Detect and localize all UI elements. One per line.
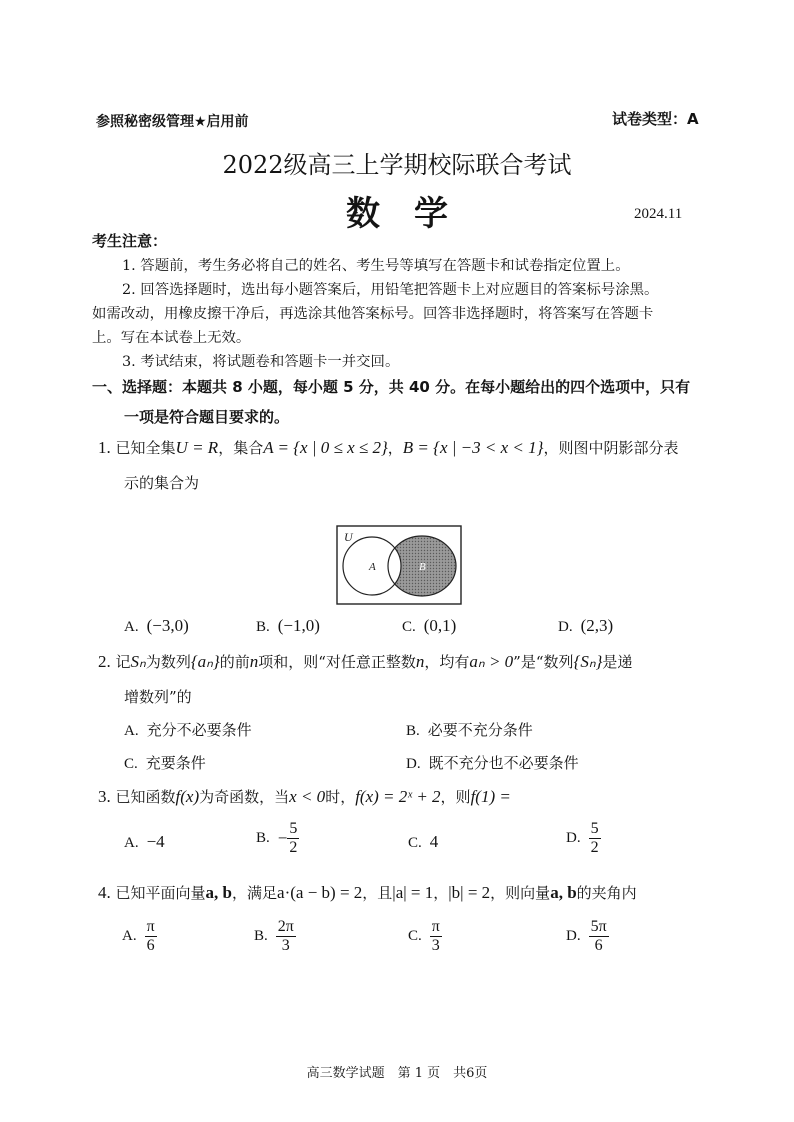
q1-option-b: B. (−1,0): [256, 616, 320, 635]
q2-option-b: B. 必要不充分条件: [406, 721, 533, 739]
fraction: $\frac{\pi}{3}$: [431, 918, 440, 954]
notice-item-1: 1. 答题前，考生务必将自己的姓名、考生号等填写在答题卡和试卷指定位置上。: [122, 258, 630, 274]
q4-option-b: B. $\frac{2\pi}{3}$: [254, 918, 294, 954]
question-number: 3.: [98, 787, 111, 806]
question-2-stem: 2. 记Sₙ为数列{aₙ}的前n项和，则“对任意正整数n，均有aₙ > 0”是“数列{Sₙ}是递: [98, 652, 633, 671]
section-heading: 一、选择题：本题共 8 小题，每小题 5 分，共 40 分。在每小题给出的四个选项中，只有: [92, 378, 691, 396]
q4-option-d: D. $\frac{5\pi}{6}$: [566, 918, 607, 954]
set-b-label: B: [419, 561, 426, 573]
notice-item-2-cont: 如需改动，用橡皮擦干净后，再选涂其他答案标号。回答非选择题时，将答案写在答题卡: [92, 306, 654, 322]
subject-title: 数 学: [346, 194, 448, 234]
notice-item-2-end: 上。写在本试卷上无效。: [92, 330, 251, 346]
fraction: $\frac{5}{2}$: [590, 820, 599, 856]
question-4-stem: 4. 已知平面向量a, b，满足a·(a − b) = 2，且|a| = 1，|b| = 2，则向量a, b的夹角内: [98, 883, 637, 902]
paper-type-label: 试卷类型：A: [612, 110, 699, 128]
q1-option-c: C. (0,1): [402, 616, 457, 635]
fraction: $\frac{5\pi}{6}$: [590, 918, 607, 954]
question-2-stem-cont: 增数列”的: [124, 688, 192, 706]
q3-option-a: A. −4: [124, 832, 165, 851]
confidential-label: 参照秘密级管理★启用前: [96, 114, 249, 130]
q2-option-d: D. 既不充分也不必要条件: [406, 754, 579, 772]
venn-diagram: [336, 525, 464, 607]
question-1-stem: 1. 已知全集U = R，集合A = {x | 0 ≤ x ≤ 2}，B = {x | −3 < x < 1}，则图中阴影部分表: [98, 438, 679, 457]
question-number: 2.: [98, 652, 111, 671]
section-heading-cont: 一项是符合题目要求的。: [124, 408, 290, 426]
fraction: $\frac{2\pi}{3}$: [277, 918, 294, 954]
q1-option-d: D. (2,3): [558, 616, 614, 635]
q4-option-a: A. $\frac{\pi}{6}$: [122, 918, 155, 954]
q3-option-c: C. 4: [408, 832, 439, 851]
fraction: $\frac{5}{2}$: [289, 820, 298, 856]
fraction: $\frac{\pi}{6}$: [146, 918, 155, 954]
question-number: 4.: [98, 883, 111, 902]
q3-option-b: B. − $\frac{5}{2}$: [256, 820, 298, 856]
notice-title: 考生注意：: [92, 232, 168, 250]
question-number: 1.: [98, 438, 111, 457]
q2-option-c: C. 充要条件: [124, 754, 206, 772]
page-footer: 高三数学试题 第 1 页 共6页: [306, 1066, 488, 1081]
q4-option-c: C. $\frac{\pi}{3}$: [408, 918, 440, 954]
q2-option-a: A. 充分不必要条件: [124, 721, 252, 739]
exam-title: 2022级高三上学期校际联合考试: [222, 151, 572, 179]
q1-option-a: A. (−3,0): [124, 616, 189, 635]
notice-item-2: 2. 回答选择题时，选出每小题答案后，用铅笔把答题卡上对应题目的答案标号涂黑。: [122, 282, 659, 298]
set-a-label: A: [369, 561, 376, 573]
q3-option-d: D. $\frac{5}{2}$: [566, 820, 599, 856]
question-3-stem: 3. 已知函数f(x)为奇函数，当x < 0时，f(x) = 2ˣ + 2，则f(1) =: [98, 787, 511, 806]
set-u-label: U: [344, 530, 353, 544]
exam-date: 2024.11: [634, 206, 683, 222]
question-1-stem-cont: 示的集合为: [124, 474, 200, 492]
notice-item-3: 3. 考试结束，将试题卷和答题卡一并交回。: [122, 354, 400, 370]
